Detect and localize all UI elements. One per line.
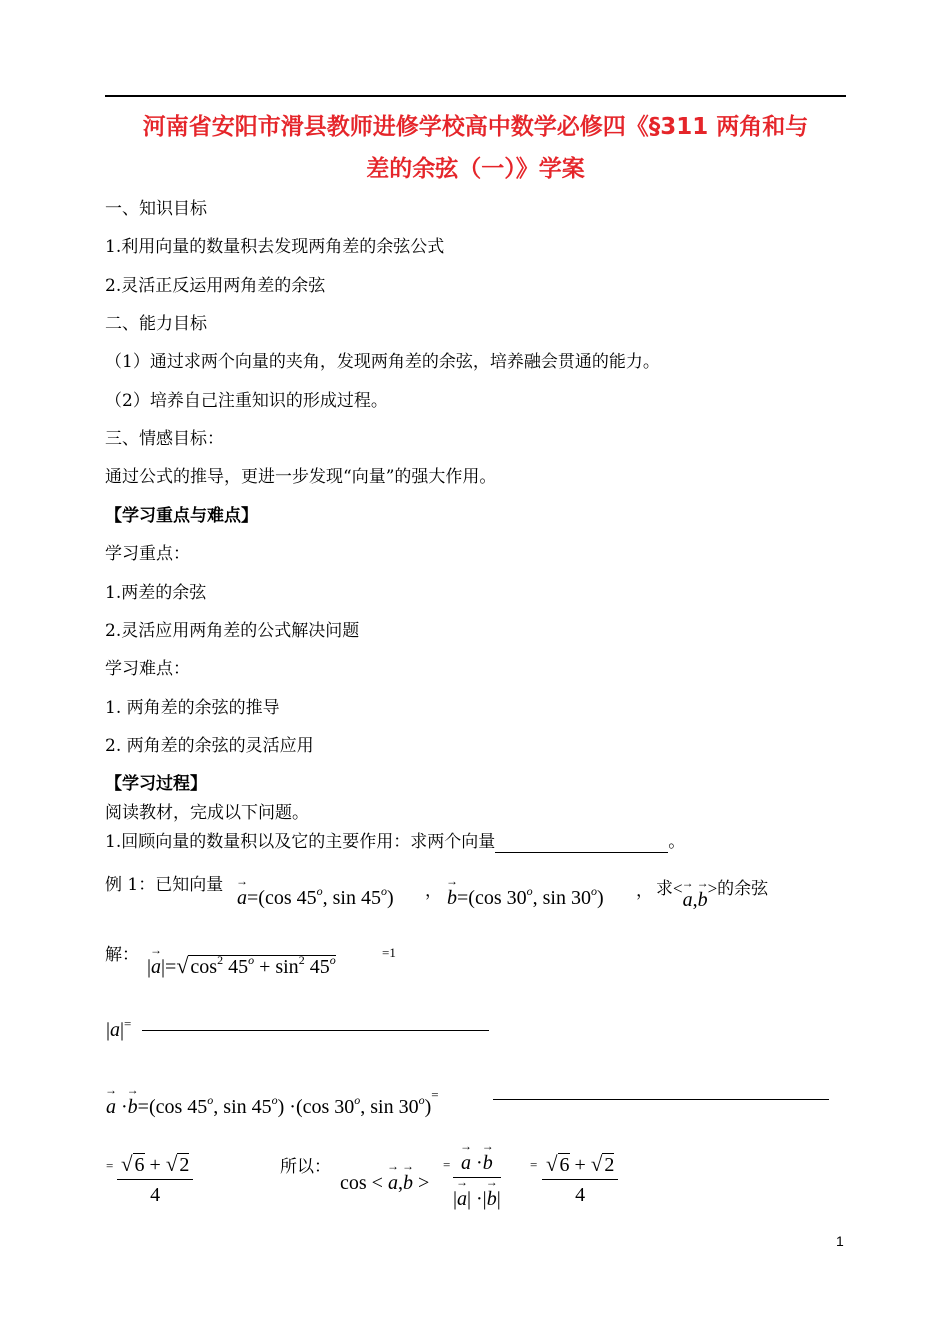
- cos-sqrt6: 6: [559, 1154, 570, 1176]
- cos-angle-expression: [340, 1172, 429, 1195]
- degree-mark: o: [271, 1093, 278, 1107]
- ability-item-2: （2）培养自己注重知识的形成过程。: [105, 391, 388, 411]
- cos-plus: +: [569, 1154, 591, 1176]
- example-ask: [656, 874, 769, 911]
- norm-radicand: [188, 955, 335, 978]
- cos-result-denominator: 4: [575, 1184, 586, 1206]
- degree-mark: o: [526, 884, 533, 898]
- angle-comma: ,: [692, 889, 698, 911]
- cos-b-symbol: → b: [403, 1172, 413, 1195]
- vector-b-cos: =(cos 30: [457, 887, 527, 909]
- degree-mark: o: [418, 1093, 425, 1107]
- norm-close-bar: |=: [161, 956, 177, 978]
- cos-open: cos <: [340, 1172, 383, 1194]
- den-bar-open: |: [453, 1188, 458, 1210]
- result-denominator: 4: [150, 1184, 161, 1206]
- so-label: 所以：: [280, 1157, 331, 1177]
- dot-product-expression: [106, 1087, 439, 1119]
- difficulty-item-1: 1. 两角差的余弦的推导: [105, 698, 280, 718]
- degree-mark: o: [354, 1093, 361, 1107]
- cos-denominator: [453, 1178, 501, 1211]
- norm-a-expression: |→ a|=√ $\cos^2 45^o + \sin^2 45^o$: [147, 953, 336, 979]
- radicand-45a: 45: [223, 956, 249, 978]
- den-b-symbol: → b: [487, 1188, 497, 1211]
- result-plus: +: [144, 1154, 166, 1176]
- answer-blank-3[interactable]: [493, 1078, 829, 1100]
- degree-mark: o: [316, 884, 323, 898]
- abs-b-expression: [106, 1016, 131, 1042]
- focus-label: 学习重点：: [105, 544, 190, 564]
- cos-sqrt2: 2: [604, 1154, 615, 1176]
- example-1-label: 例 1：已知向量: [105, 875, 224, 895]
- degree-mark: o: [590, 884, 597, 898]
- example-comma-1: ，: [425, 881, 442, 900]
- focus-item-2: 2.灵活应用两角差的公式解决问题: [105, 621, 360, 641]
- degree-mark: o: [380, 884, 387, 898]
- radicand-sin: + sin: [254, 956, 299, 978]
- solution-label: 解：: [105, 945, 139, 965]
- question-1-text: 1.回顾向量的数量积以及它的主要作用：求两个向量: [105, 832, 496, 852]
- cos-comma: ,: [397, 1172, 403, 1194]
- answer-blank-2[interactable]: [142, 1010, 489, 1031]
- process-heading: 【学习过程】: [105, 774, 207, 794]
- knowledge-heading: 一、知识目标: [105, 199, 207, 219]
- ability-heading: 二、能力目标: [105, 314, 207, 334]
- emotion-heading: 三、情感目标：: [105, 429, 224, 449]
- vector-a-close: ): [386, 887, 394, 909]
- question-1-end: 。: [668, 832, 686, 852]
- vector-b-close: ): [596, 887, 604, 909]
- square-mark: 2: [298, 953, 305, 967]
- norm-open-bar: |: [147, 956, 152, 978]
- ability-item-1: （1）通过求两个向量的夹角，发现两角差的余弦，培养融会贯通的能力。: [105, 352, 660, 372]
- dot-op: ·: [116, 1096, 128, 1118]
- angle-a-symbol: → a: [683, 889, 693, 912]
- cos-a-symbol: → a: [388, 1172, 398, 1195]
- degree-mark: o: [207, 1093, 214, 1107]
- header-rule: [105, 95, 846, 97]
- dot-a-symbol: → a: [106, 1096, 116, 1119]
- example-comma-2: ，: [636, 881, 653, 900]
- num-dot: ·: [471, 1152, 483, 1174]
- angle-b-symbol: → b: [698, 889, 708, 912]
- num-a-symbol: → a: [461, 1152, 471, 1175]
- keypoints-heading: 【学习重点与难点】: [105, 506, 258, 526]
- vector-a-symbol: → a: [237, 887, 247, 910]
- result-sqrt2: 2: [179, 1154, 190, 1176]
- vector-a-cos: =(cos 45: [247, 887, 317, 909]
- difficulty-label: 学习难点：: [105, 659, 190, 679]
- abs-a-symbol: a: [110, 1019, 121, 1041]
- dot-b-symbol: → b: [128, 1096, 138, 1119]
- dot-cos30: ) ·(cos 30: [277, 1096, 355, 1118]
- degree-mark: o: [248, 953, 255, 967]
- num-b-symbol: → b: [483, 1152, 493, 1175]
- dot-cos45: =(cos 45: [137, 1096, 208, 1118]
- page-number: 1: [836, 1233, 844, 1249]
- den-a-symbol: → a: [457, 1188, 467, 1211]
- radicand-cos: cos: [190, 956, 218, 978]
- result-eq: =: [106, 1158, 114, 1173]
- cos-close: >: [417, 1172, 430, 1194]
- dot-close: ): [424, 1096, 432, 1118]
- focus-item-1: 1.两差的余弦: [105, 583, 207, 603]
- result-numerator: √ 6 + √ 2: [117, 1152, 193, 1180]
- process-intro: 阅读教材，完成以下问题。: [105, 803, 309, 823]
- example-1-vector-a: [237, 884, 394, 910]
- answer-blank-1[interactable]: [495, 852, 668, 853]
- norm-result: =1: [382, 945, 396, 960]
- page-title-line1: 河南省安阳市滑县教师进修学校高中数学必修四《§311 两角和与: [142, 114, 809, 140]
- degree-mark: o: [329, 953, 336, 967]
- example-1-vector-b: [447, 884, 604, 910]
- abs-open: |: [106, 1019, 111, 1041]
- abs-close: |: [120, 1019, 125, 1041]
- square-mark: 2: [217, 953, 224, 967]
- abs-eq: =: [124, 1016, 132, 1031]
- result-fraction: [117, 1152, 193, 1207]
- ask-open: 求<: [656, 879, 683, 898]
- vector-a-sin: , sin 45: [322, 887, 381, 909]
- cos-result-fraction: [542, 1152, 618, 1207]
- dot-sin30: , sin 30: [360, 1096, 419, 1118]
- radicand-45b: 45: [304, 956, 330, 978]
- ask-close: >的余弦: [707, 879, 769, 898]
- dot-sin45: , sin 45: [213, 1096, 272, 1118]
- cos-eq-2: =: [530, 1157, 538, 1172]
- vector-b-symbol: → b: [447, 887, 457, 910]
- cos-eq: =: [443, 1157, 451, 1172]
- emotion-item-1: 通过公式的推导，更进一步发现“向量”的强大作用。: [105, 467, 497, 487]
- knowledge-item-1: 1.利用向量的数量积去发现两角差的余弦公式: [105, 237, 445, 257]
- page-title-line2: 差的余弦（一）》学案: [366, 156, 585, 182]
- question-1: [105, 831, 685, 853]
- dot-eq: =: [431, 1087, 439, 1102]
- vector-b-sin: , sin 30: [532, 887, 591, 909]
- knowledge-item-2: 2.灵活正反运用两角差的余弦: [105, 276, 326, 296]
- cos-result-numerator: √ 6 + √ 2: [542, 1152, 618, 1180]
- den-bar-mid: | ·|: [467, 1188, 487, 1210]
- result-sqrt6: 6: [134, 1154, 145, 1176]
- cos-fraction: [453, 1152, 501, 1211]
- norm-a-symbol: → a: [151, 956, 161, 979]
- den-bar-close: |: [496, 1188, 501, 1210]
- difficulty-item-2: 2. 两角差的余弦的灵活应用: [105, 736, 314, 756]
